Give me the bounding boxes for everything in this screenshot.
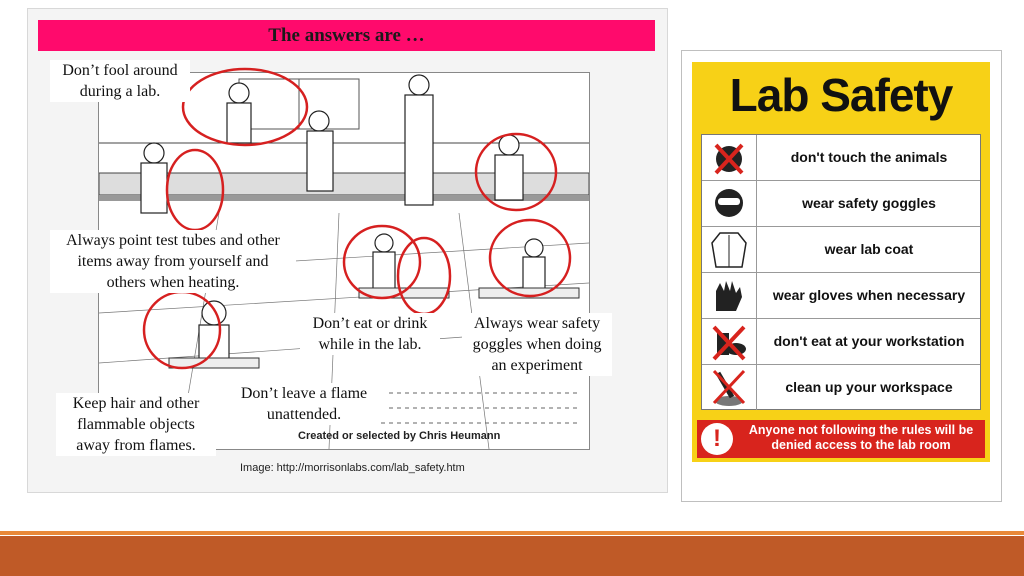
lab-coat-icon <box>702 227 757 272</box>
cleanup-icon <box>702 365 757 410</box>
circle-eating <box>344 226 420 298</box>
circle-flame <box>398 238 450 314</box>
circle-goggles <box>490 220 570 296</box>
circle-fooling-around <box>183 69 307 145</box>
rule-row <box>702 135 980 181</box>
no-touch-animals-icon <box>702 135 757 180</box>
caption-flame-unattended <box>228 383 380 425</box>
caption-text: Don’t leave a flame unattended. <box>240 385 368 423</box>
rule-text: clean up your workspace <box>785 379 953 395</box>
caption-fooling-around <box>50 60 190 102</box>
image-credit: Created or selected by Chris Heumann <box>298 430 501 442</box>
image-source: Image: http://morrisonlabs.com/lab_safety.htm <box>240 462 465 474</box>
circle-test-tube <box>167 150 223 230</box>
goggles-icon <box>702 181 757 226</box>
rule-row <box>702 181 980 227</box>
caption-text: Don’t eat or drink while in the lab. <box>312 315 428 353</box>
no-eating-icon <box>702 319 757 364</box>
circle-hair <box>144 292 220 368</box>
rule-row <box>702 227 980 273</box>
footer-bar <box>0 536 1024 576</box>
circle-goggles-top <box>476 134 556 210</box>
rule-row <box>702 319 980 365</box>
poster-title: Lab Safety <box>729 69 953 121</box>
caption-text: Always point test tubes and other items away from yourself and others when heating. <box>66 232 280 291</box>
rule-text: don't eat at your workstation <box>773 333 965 349</box>
footer-accent-line <box>0 531 1024 535</box>
caption-point-test-tubes <box>50 230 296 293</box>
exclamation-icon: ! <box>701 423 733 455</box>
caption-text: Keep hair and other flammable objects away from flames. <box>72 395 200 454</box>
caption-hair-flames <box>56 393 216 456</box>
rule-text: wear lab coat <box>824 241 914 257</box>
rule-text: wear gloves when necessary <box>772 287 966 303</box>
rules-table <box>701 134 981 410</box>
rule-text: wear safety goggles <box>802 195 936 211</box>
caption-eat-drink <box>300 313 440 355</box>
answers-header: The answers are … <box>38 20 655 51</box>
rule-row <box>702 273 980 319</box>
warning-text: Anyone not following the rules will be denied access to the lab room <box>748 423 974 452</box>
gloves-icon <box>702 273 757 318</box>
lab-safety-poster <box>692 62 990 462</box>
caption-text: Don’t fool around during a lab. <box>62 62 178 100</box>
caption-safety-goggles <box>462 313 612 376</box>
rule-text: don't touch the animals <box>790 149 948 165</box>
rule-row <box>702 365 980 411</box>
caption-text: Always wear safety goggles when doing an experiment <box>472 315 602 374</box>
warning-banner <box>697 420 985 458</box>
